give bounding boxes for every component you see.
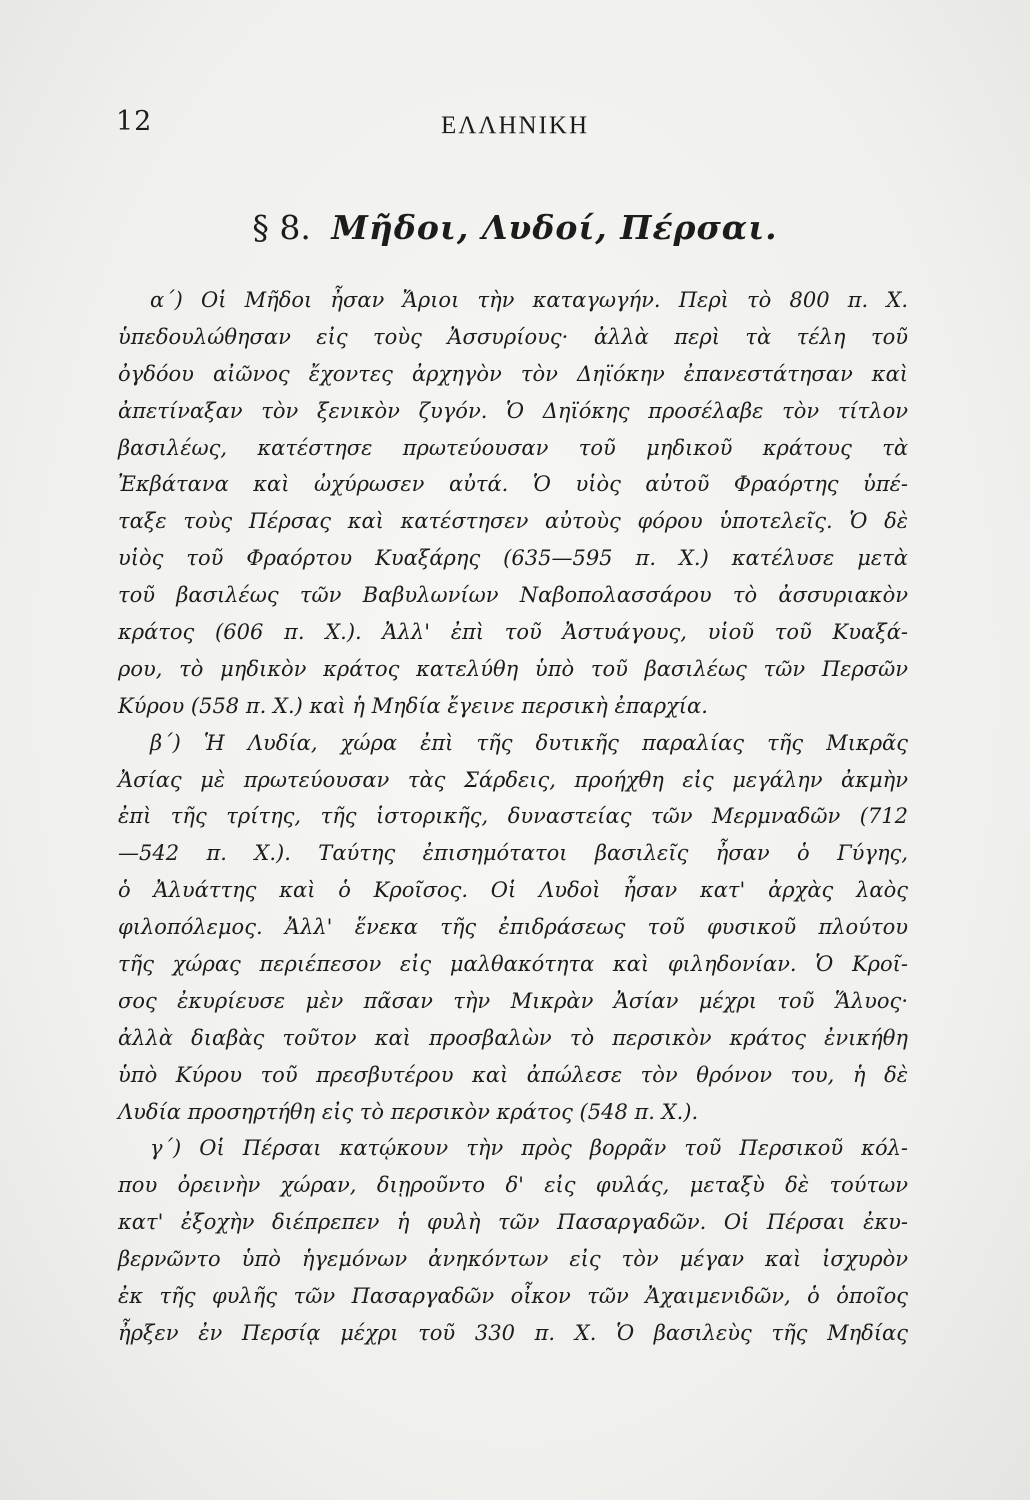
text-line: υἱὸς τοῦ Φραόρτου Κυαξάρης (635—595 π. Χ.) κατέλυσε μετὰ (118, 546, 908, 571)
section-heading (0, 208, 1030, 247)
text-line: α΄) Οἱ Μῆδοι ἦσαν Ἄριοι τὴν καταγωγήν. Περὶ τὸ 800 π. Χ. (150, 288, 908, 312)
text-line: γ΄) Οἱ Πέρσαι κατῴκουν τὴν πρὸς βορρᾶν τοῦ Περσικοῦ κόλ- (150, 1136, 908, 1161)
text-line: —542 π. Χ.). Ταύτης ἐπισημότατοι βασιλεῖς ἦσαν ὁ Γύγης, (118, 841, 908, 866)
text-line: ἀπετίναξαν τὸν ξενικὸν ζυγόν. Ὁ Δηϊόκης προσέλαβε τὸν τίτλον (118, 398, 908, 423)
text-line: βερνῶντο ὑπὸ ἡγεμόνων ἀνηκόντων εἰς τὸν μέγαν καὶ ἰσχυρὸν (118, 1247, 908, 1272)
body-text (118, 282, 908, 1352)
text-line: που ὀρεινὴν χώραν, διῃροῦντο δ' εἰς φυλάς, μεταξὺ δὲ τούτων (118, 1173, 908, 1198)
text-line: ὑπεδουλώθησαν εἰς τοὺς Ἀσσυρίους· ἀλλὰ περὶ τὰ τέλη τοῦ (118, 324, 908, 349)
text-line: Κύρου (558 π. Χ.) καὶ ἡ Μηδία ἔγεινε περσικὴ ἐπαρχία. (118, 693, 708, 718)
text-line: κατ' ἐξοχὴν διέπρεπεν ἡ φυλὴ τῶν Πασαργαδῶν. Οἱ Πέρσαι ἐκυ- (118, 1210, 908, 1235)
text-line: κράτος (606 π. Χ.). Ἀλλ' ἐπὶ τοῦ Ἀστυάγους, υἱοῦ τοῦ Κυαξά- (118, 620, 908, 645)
text-line: ρου, τὸ μηδικὸν κράτος κατελύθη ὑπὸ τοῦ βασιλέως τῶν Περσῶν (118, 656, 908, 681)
text-line: ἐπὶ τῆς τρίτης, τῆς ἱστορικῆς, δυναστείας τῶν Μερμναδῶν (712 (118, 804, 908, 829)
section-number: § 8. (252, 208, 311, 247)
text-line: ὀγδόου αἰῶνος ἔχοντες ἀρχηγὸν τὸν Δηϊόκην ἐπανεστάτησαν καὶ (118, 361, 908, 386)
text-line: ὑπὸ Κύρου τοῦ πρεσβυτέρου καὶ ἀπώλεσε τὸν θρόνον του, ἡ δὲ (118, 1062, 908, 1087)
text-line: τῆς χώρας περιέπεσον εἰς μαλθακότητα καὶ φιληδονίαν. Ὁ Κροῖ- (118, 952, 908, 977)
text-line: σος ἐκυρίευσε μὲν πᾶσαν τὴν Μικρὰν Ἀσίαν μέχρι τοῦ Ἅλυος· (118, 988, 908, 1013)
text-line: ὁ Ἀλυάττης καὶ ὁ Κροῖσος. Οἱ Λυδοὶ ἦσαν κατ' ἀρχὰς λαὸς (118, 878, 908, 903)
text-line: Ἀσίας μὲ πρωτεύουσαν τὰς Σάρδεις, προήχθη εἰς μεγάλην ἀκμὴν (118, 767, 908, 792)
text-line: Ἐκβάτανα καὶ ὠχύρωσεν αὐτά. Ὁ υἱὸς αὐτοῦ Φραόρτης ὑπέ- (118, 472, 908, 497)
running-head: ΕΛΛΗΝΙΚΗ (440, 112, 590, 139)
text-line: ἐκ τῆς φυλῆς τῶν Πασαργαδῶν οἶκον τῶν Ἀχαιμενιδῶν, ὁ ὁποῖος (118, 1284, 908, 1309)
text-line: Λυδία προσηρτήθη εἰς τὸ περσικὸν κράτος (548 π. Χ.). (118, 1099, 699, 1124)
section-title: Μῆδοι, Λυδοί, Πέρσαι. (331, 208, 778, 247)
text-line: β΄) Ἡ Λυδία, χώρα ἐπὶ τῆς δυτικῆς παραλίας τῆς Μικρᾶς (150, 730, 908, 755)
text-line: ταξε τοὺς Πέρσας καὶ κατέστησεν αὐτοὺς φόρου ὑποτελεῖς. Ὁ δὲ (118, 509, 908, 534)
text-line: ἀλλὰ διαβὰς τοῦτον καὶ προσβαλὼν τὸ περσικὸν κράτος ἐνικήθη (118, 1025, 908, 1050)
text-line: τοῦ βασιλέως τῶν Βαβυλωνίων Ναβοπολασσάρου τὸ ἀσσυριακὸν (118, 583, 908, 608)
text-line: ἦρξεν ἐν Περσίᾳ μέχρι τοῦ 330 π. Χ. Ὁ βασιλεὺς τῆς Μηδίας (118, 1320, 908, 1345)
text-line: φιλοπόλεμος. Ἀλλ' ἕνεκα τῆς ἐπιδράσεως τοῦ φυσικοῦ πλούτου (118, 915, 908, 940)
text-line: βασιλέως, κατέστησε πρωτεύουσαν τοῦ μηδικοῦ κράτους τὰ (118, 435, 908, 460)
page-number: 12 (116, 106, 153, 137)
